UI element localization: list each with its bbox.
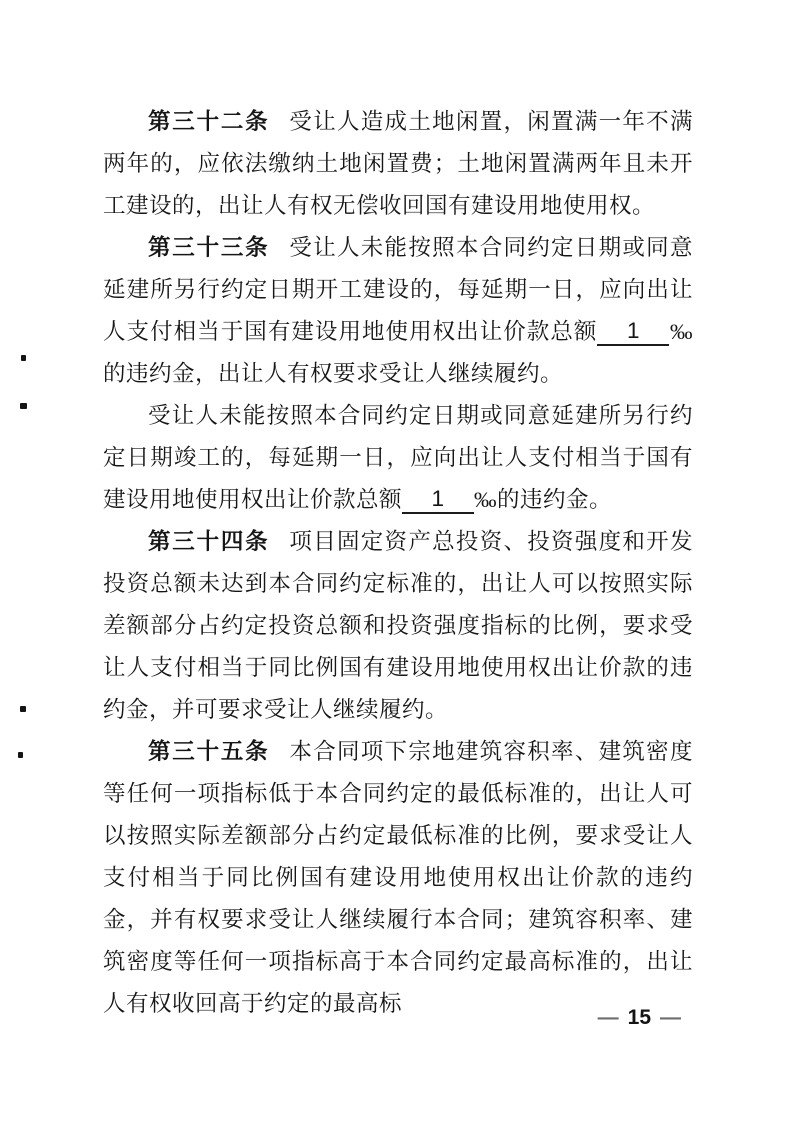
page-number-right-dash: —: [660, 1006, 681, 1029]
scan-artifact: [20, 403, 27, 409]
contract-text-block: [103, 101, 693, 1025]
scan-artifact: [21, 355, 26, 361]
article-33-second-paragraph: [103, 395, 693, 521]
article-33-heading: 第三十三条: [148, 235, 270, 260]
article-33-body-after-blank: ‰的违约金，出让人有权要求受让人继续履约。: [103, 319, 693, 386]
penalty-rate-filled-blank: 1: [597, 318, 669, 346]
article-33-body-before-blank: 受让人未能按照本合同约定日期或同意延建所另行约定日期开工建设的，每延期一日，应向出让人支付相当于国有建设用地使用权出让价款总额: [103, 235, 693, 344]
article-35-body: 本合同项下宗地建筑容积率、建筑密度等任何一项指标低于本合同约定的最低标准的，出让人可以按照实际差额部分占约定最低标准的比例，要求受让人支付相当于同比例国有建设用地使用权出让价款的违约金，并有权要求受让人继续履行本合同；建筑容积率、建筑密度等任何一项指标高于本合同约定最高标准的，出让人有权收回高于约定的最高标: [103, 739, 693, 1016]
scan-artifact: [18, 752, 23, 758]
scan-artifact: [20, 706, 26, 712]
article-33-para2-body-after-blank: ‰的违约金。: [474, 487, 613, 512]
penalty-rate-filled-blank: 1: [402, 486, 474, 514]
page-number-left-dash: —: [597, 1006, 619, 1029]
page-number: [589, 1003, 690, 1033]
article-34-paragraph: [103, 521, 693, 731]
article-32-paragraph: [103, 101, 693, 227]
article-32-heading: 第三十二条: [148, 109, 270, 134]
article-35-heading: 第三十五条: [148, 739, 270, 764]
page-number-value: 15: [627, 1006, 651, 1029]
article-34-heading: 第三十四条: [148, 529, 270, 554]
article-33-paragraph: [103, 227, 693, 395]
article-33-para2-body-before-blank: 受让人未能按照本合同约定日期或同意延建所另行约定日期竣工的，每延期一日，应向出让人支付相当于国有建设用地使用权出让价款总额: [103, 403, 693, 512]
article-35-paragraph: [103, 731, 693, 1025]
article-32-body: 受让人造成土地闲置，闲置满一年不满两年的，应依法缴纳土地闲置费；土地闲置满两年且未开工建设的，出让人有权无偿收回国有建设用地使用权。: [103, 109, 693, 218]
article-34-body: 项目固定资产总投资、投资强度和开发投资总额未达到本合同约定标准的，出让人可以按照实际差额部分占约定投资总额和投资强度指标的比例，要求受让人支付相当于同比例国有建设用地使用权出让价款的违约金，并可要求受让人继续履约。: [103, 529, 693, 722]
